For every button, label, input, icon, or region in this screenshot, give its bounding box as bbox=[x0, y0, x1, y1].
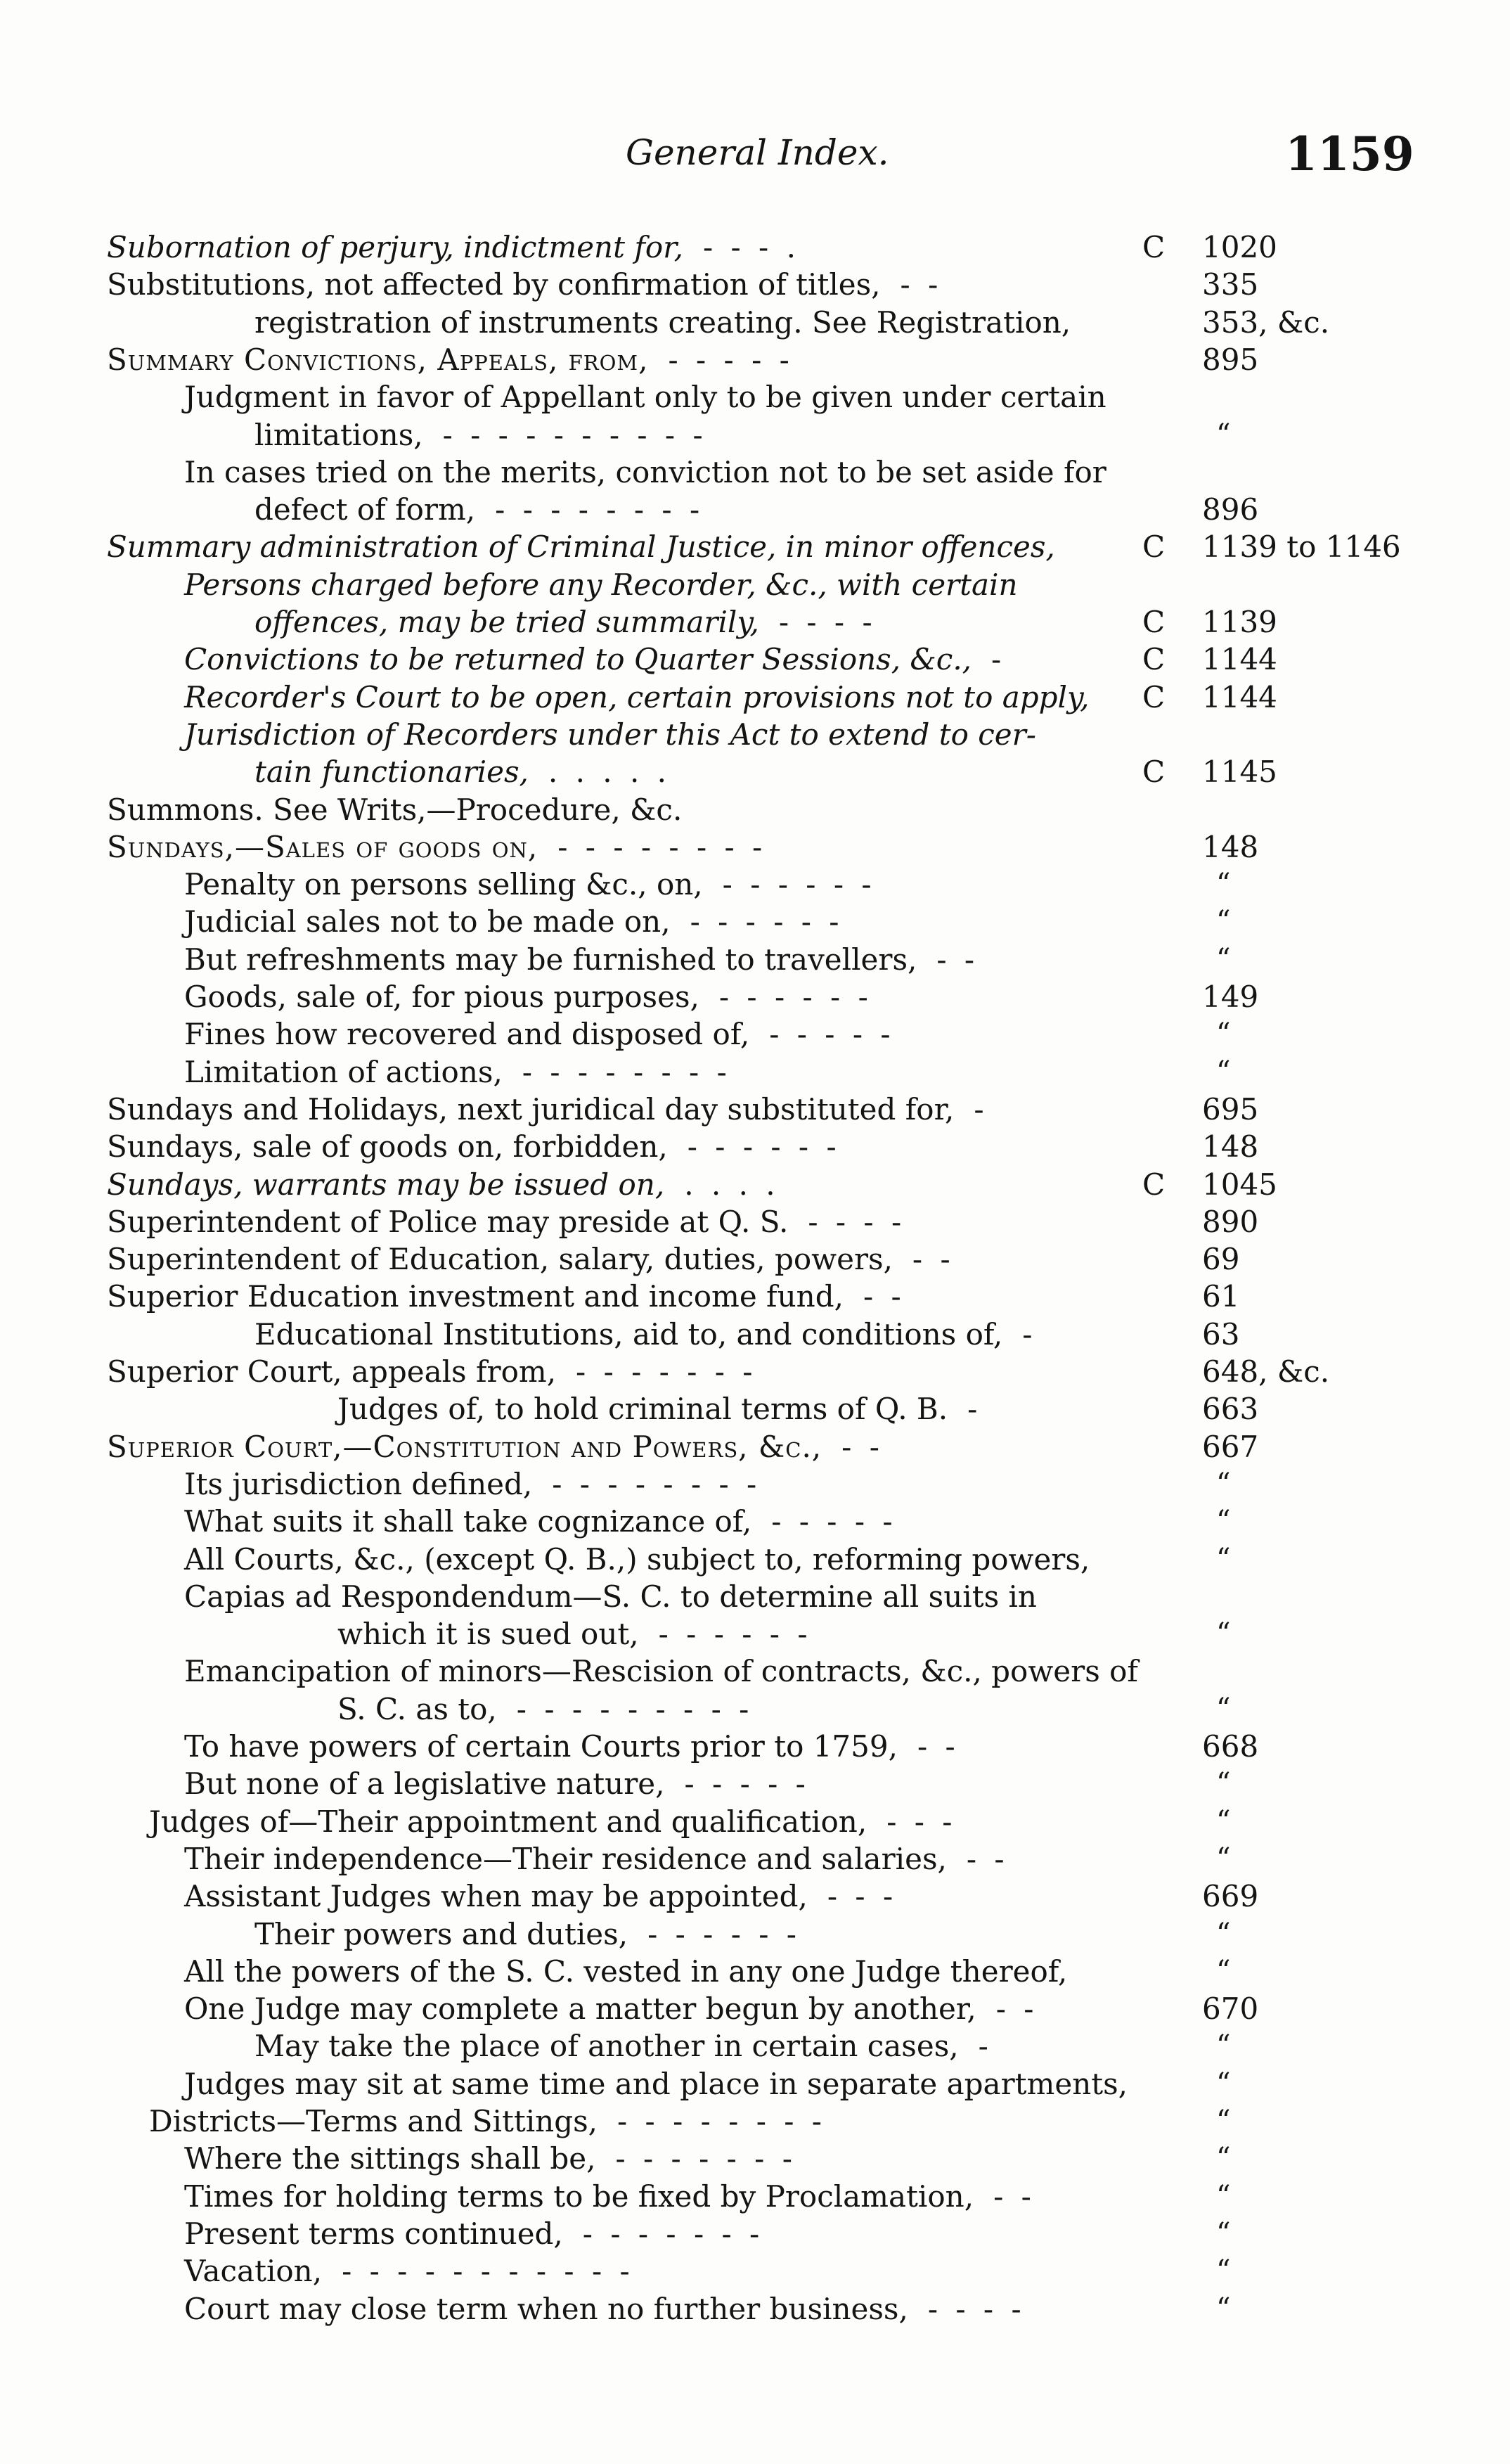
dot-leader: - bbox=[1022, 1316, 1037, 1352]
dot-leader: - - - - - - - - - - bbox=[442, 417, 707, 452]
page-reference: 896 bbox=[1202, 492, 1259, 527]
page-reference: 1145 bbox=[1202, 755, 1277, 790]
entry-text: Superior Court, appeals from, bbox=[107, 1354, 557, 1389]
index-entry bbox=[0, 2178, 1510, 2215]
page-reference: 353, &c. bbox=[1202, 304, 1330, 340]
dot-leader: - - bbox=[993, 2179, 1035, 2214]
index-entry bbox=[0, 1916, 1510, 1953]
page-reference: 148 bbox=[1202, 1129, 1259, 1164]
entry-text: Limitation of actions, bbox=[184, 1054, 503, 1089]
page-reference: 890 bbox=[1202, 1204, 1259, 1239]
entry-text: In cases tried on the merits, conviction not to be set aside for bbox=[184, 454, 1106, 489]
dot-leader: - - - - - - bbox=[722, 867, 876, 902]
index-entry bbox=[0, 1690, 1510, 1728]
index-entry bbox=[0, 1203, 1510, 1240]
index-entry bbox=[0, 454, 1510, 491]
dot-leader: - bbox=[967, 1392, 982, 1427]
page-reference: 1139 bbox=[1202, 605, 1277, 639]
page-reference: “ bbox=[1216, 2142, 1231, 2175]
dot-leader: - - - - - - bbox=[687, 1129, 841, 1164]
page-reference: 1020 bbox=[1202, 230, 1277, 264]
entry-text: What suits it shall take cognizance of, bbox=[184, 1504, 752, 1539]
dot-leader: - - - - bbox=[778, 605, 877, 639]
index-entry bbox=[0, 1578, 1510, 1615]
dot-leader: - - bbox=[917, 1729, 960, 1764]
page-reference: “ bbox=[1216, 1055, 1231, 1088]
page-reference: 61 bbox=[1202, 1279, 1240, 1314]
entry-text: To have powers of certain Courts prior to 1759, bbox=[184, 1729, 898, 1764]
page-reference: “ bbox=[1216, 1842, 1231, 1875]
dot-leader: - - bbox=[841, 1429, 884, 1464]
index-entry bbox=[0, 603, 1510, 641]
entry-text: Emancipation of minors—Rescision of contracts, &c., powers of bbox=[184, 1654, 1138, 1689]
entry-text: Its jurisdiction defined, bbox=[184, 1466, 533, 1501]
page-reference: 669 bbox=[1202, 1879, 1259, 1914]
dot-leader: - - - - - bbox=[769, 1017, 895, 1052]
entry-text: Times for holding terms to be fixed by Proclamation, bbox=[184, 2179, 974, 2214]
page-reference: “ bbox=[1216, 942, 1231, 975]
dot-leader: - - - - - - - - bbox=[617, 2104, 826, 2138]
index-entry bbox=[0, 941, 1510, 978]
dot-leader: - - - - - - bbox=[647, 1916, 801, 1951]
entry-text: Penalty on persons selling &c., on, bbox=[184, 867, 703, 902]
page-reference: “ bbox=[1216, 2105, 1231, 2137]
entry-text: Court may close term when no further business, bbox=[184, 2291, 908, 2326]
entry-text: Districts—Terms and Sittings, bbox=[149, 2104, 598, 2138]
index-entry bbox=[0, 716, 1510, 753]
index-entry bbox=[0, 1316, 1510, 1353]
index-entry bbox=[0, 1353, 1510, 1390]
index-entry bbox=[0, 1503, 1510, 1540]
index-entry bbox=[0, 753, 1510, 790]
entry-text: S. C. as to, bbox=[337, 1691, 497, 1726]
dot-leader: - - bbox=[912, 1242, 955, 1277]
index-entry bbox=[0, 1653, 1510, 1690]
dot-leader: - - - - - - - - - - - bbox=[342, 2254, 634, 2289]
page-reference: 648, &c. bbox=[1202, 1354, 1330, 1389]
entry-text: Assistant Judges when may be appointed, bbox=[184, 1879, 808, 1914]
page-reference: “ bbox=[1216, 2292, 1231, 2325]
index-entry bbox=[0, 2290, 1510, 2328]
index-entry bbox=[0, 1091, 1510, 1128]
entry-text: But refreshments may be furnished to travellers, bbox=[184, 942, 917, 977]
entry-text: All Courts, &c., (except Q. B.,) subject to, reforming powers, bbox=[184, 1541, 1090, 1577]
page-reference: 335 bbox=[1202, 267, 1259, 302]
entry-text: All the powers of the S. C. vested in any one Judge thereof, bbox=[184, 1953, 1068, 1989]
index-entry bbox=[0, 2215, 1510, 2252]
entry-text: registration of instruments creating. See Registration, bbox=[254, 304, 1071, 340]
page-reference: 895 bbox=[1202, 342, 1259, 377]
dot-leader: - bbox=[978, 2029, 993, 2064]
page-reference: “ bbox=[1216, 418, 1231, 451]
entry-text: Substitutions, not affected by confirmation of titles, bbox=[107, 267, 881, 302]
entry-text: offences, may be tried summarily, bbox=[254, 605, 759, 639]
entry-text: Sundays, sale of goods on, forbidden, bbox=[107, 1129, 668, 1164]
entry-text: But none of a legislative nature, bbox=[184, 1766, 665, 1802]
dot-leader: - - - - - - - - - bbox=[516, 1691, 754, 1726]
entry-text: May take the place of another in certain cases, bbox=[254, 2029, 959, 2064]
dot-leader: . . . . bbox=[684, 1167, 780, 1202]
index-entry bbox=[0, 1878, 1510, 1915]
dot-leader: - - - bbox=[886, 1804, 957, 1839]
page-reference: 667 bbox=[1202, 1429, 1259, 1464]
dot-leader: - - - - bbox=[927, 2291, 1026, 2326]
entry-text: Superintendent of Education, salary, duties, powers, bbox=[107, 1242, 893, 1277]
page-header bbox=[0, 127, 1510, 188]
page-reference: “ bbox=[1216, 1505, 1231, 1538]
volume-marker: C bbox=[1142, 605, 1166, 639]
entry-text: Where the sittings shall be, bbox=[184, 2141, 596, 2176]
page-reference: “ bbox=[1216, 1767, 1231, 1800]
index-entry bbox=[0, 1840, 1510, 1878]
entry-text: Jurisdiction of Recorders under this Act to extend to cer- bbox=[184, 717, 1036, 752]
index-entry bbox=[0, 2065, 1510, 2103]
dot-leader: - - bbox=[863, 1279, 905, 1314]
page-reference: 670 bbox=[1202, 1991, 1259, 2027]
page-reference: 1144 bbox=[1202, 642, 1277, 677]
entry-text: Their powers and duties, bbox=[254, 1916, 628, 1951]
entry-text: Educational Institutions, aid to, and conditions of, bbox=[254, 1316, 1003, 1352]
entry-text: tain functionaries, bbox=[254, 755, 529, 790]
dot-leader: - bbox=[991, 642, 1006, 677]
index-entry bbox=[0, 1428, 1510, 1465]
entry-text: One Judge may complete a matter begun by another, bbox=[184, 1991, 976, 2027]
index-entry bbox=[0, 641, 1510, 678]
page-reference: “ bbox=[1216, 868, 1231, 901]
entry-text: Superintendent of Police may preside at Q. S. bbox=[107, 1204, 789, 1239]
dot-leader: . . . . . bbox=[548, 755, 671, 790]
page-reference: “ bbox=[1216, 1692, 1231, 1725]
entry-text: Summary Convictions, Appeals, from, bbox=[107, 342, 649, 377]
page-reference: “ bbox=[1216, 1617, 1231, 1650]
entry-text: Persons charged before any Recorder, &c., with certain bbox=[184, 567, 1018, 602]
entry-text: Sundays, warrants may be issued on, bbox=[107, 1167, 665, 1202]
dot-leader: - bbox=[974, 1091, 988, 1127]
index-entry bbox=[0, 1166, 1510, 1203]
page-reference: 1045 bbox=[1202, 1167, 1277, 1202]
page-reference: 148 bbox=[1202, 829, 1259, 864]
page-reference: “ bbox=[1216, 1467, 1231, 1500]
index-entry bbox=[0, 1053, 1510, 1091]
dot-leader: - - bbox=[966, 1841, 1009, 1876]
dot-leader: - - - - - - bbox=[658, 1617, 812, 1652]
index-entry bbox=[0, 791, 1510, 828]
index-entry bbox=[0, 866, 1510, 903]
index-entry bbox=[0, 1728, 1510, 1765]
page-reference: “ bbox=[1216, 2216, 1231, 2250]
dot-leader: - - - - - - - - bbox=[552, 1466, 761, 1501]
entry-text: Judgment in favor of Appellant only to be given under certain bbox=[184, 380, 1106, 415]
entry-text: Fines how recovered and disposed of, bbox=[184, 1017, 750, 1052]
index-entry bbox=[0, 304, 1510, 341]
index-entry bbox=[0, 1803, 1510, 1840]
index-entry bbox=[0, 416, 1510, 454]
page-reference: “ bbox=[1216, 1542, 1231, 1575]
dot-leader: - - - - - - bbox=[690, 904, 844, 939]
dot-leader: - - - - - - - bbox=[615, 2141, 796, 2176]
entry-text: Summary administration of Criminal Justice, in minor offences, bbox=[107, 530, 1055, 565]
dot-leader: - - - - bbox=[808, 1204, 906, 1239]
entry-text: Vacation, bbox=[184, 2254, 323, 2289]
entry-text: Superior Court,—Constitution and Powers, &c., bbox=[107, 1429, 822, 1464]
page-reference: “ bbox=[1216, 2067, 1231, 2100]
index-entry bbox=[0, 1541, 1510, 1578]
page-reference: “ bbox=[1216, 1954, 1231, 1987]
volume-marker: C bbox=[1142, 755, 1166, 790]
entry-text: Convictions to be returned to Quarter Sessions, &c., bbox=[184, 642, 972, 677]
entry-text: which it is sued out, bbox=[337, 1617, 639, 1652]
entry-text: Summons. See Writs,—Procedure, &c. bbox=[107, 792, 683, 827]
page-reference: 668 bbox=[1202, 1729, 1259, 1764]
dot-leader: - - - - - bbox=[668, 342, 794, 377]
page-reference: 63 bbox=[1202, 1316, 1240, 1352]
page-reference: “ bbox=[1216, 905, 1231, 938]
dot-leader: - - - . bbox=[702, 230, 800, 264]
index-entry bbox=[0, 266, 1510, 303]
page-reference: “ bbox=[1216, 2179, 1231, 2212]
page-reference: “ bbox=[1216, 1018, 1231, 1051]
volume-marker: C bbox=[1142, 530, 1166, 565]
volume-marker: C bbox=[1142, 1167, 1166, 1202]
index-entry bbox=[0, 2027, 1510, 2065]
page-reference: 1139 to 1146 bbox=[1202, 530, 1401, 565]
volume-marker: C bbox=[1142, 642, 1166, 677]
entry-text: Judges may sit at same time and place in separate apartments, bbox=[184, 2066, 1128, 2101]
entry-text: Judicial sales not to be made on, bbox=[184, 904, 671, 939]
index-entry bbox=[0, 1465, 1510, 1503]
index-entry bbox=[0, 1128, 1510, 1165]
page-reference: “ bbox=[1216, 2029, 1231, 2062]
dot-leader: - - - - - - - - bbox=[522, 1054, 731, 1089]
index-entry bbox=[0, 1278, 1510, 1315]
entry-text: defect of form, bbox=[254, 492, 476, 527]
dot-leader: - - - - - - - bbox=[576, 1354, 757, 1389]
index-entry bbox=[0, 2252, 1510, 2290]
index-entry bbox=[0, 491, 1510, 528]
entry-text: Goods, sale of, for pious purposes, bbox=[184, 980, 699, 1014]
index-entry bbox=[0, 1953, 1510, 1990]
entry-text: Subornation of perjury, indictment for, bbox=[107, 230, 683, 264]
page-reference: “ bbox=[1216, 1804, 1231, 1837]
dot-leader: - - bbox=[995, 1991, 1038, 2027]
running-title: General Index. bbox=[626, 132, 889, 173]
page-reference: 663 bbox=[1202, 1392, 1259, 1427]
dot-leader: - - - - - - bbox=[718, 980, 872, 1014]
index-entry bbox=[0, 1015, 1510, 1053]
index-entry bbox=[0, 378, 1510, 416]
entry-text: Superior Education investment and income fund, bbox=[107, 1279, 844, 1314]
page-reference: 1144 bbox=[1202, 679, 1277, 714]
index-entry bbox=[0, 2140, 1510, 2177]
index-entry bbox=[0, 2103, 1510, 2140]
index-entry bbox=[0, 828, 1510, 866]
entry-text: Capias ad Respondendum—S. C. to determine all suits in bbox=[184, 1579, 1037, 1614]
dot-leader: - - - bbox=[827, 1879, 898, 1914]
dot-leader: - - - - - - - - bbox=[495, 492, 704, 527]
index-entry bbox=[0, 341, 1510, 378]
index-entry bbox=[0, 1240, 1510, 1278]
entry-text: Sundays,—Sales of goods on, bbox=[107, 829, 538, 864]
index-entry bbox=[0, 1390, 1510, 1427]
index-entry bbox=[0, 528, 1510, 565]
index-entry bbox=[0, 1990, 1510, 2027]
index-entry bbox=[0, 1615, 1510, 1653]
dot-leader: - - bbox=[900, 267, 943, 302]
dot-leader: - - - - - bbox=[771, 1504, 897, 1539]
entry-text: Judges of—Their appointment and qualification, bbox=[149, 1804, 867, 1839]
volume-marker: C bbox=[1142, 679, 1166, 714]
index-entry bbox=[0, 229, 1510, 266]
index-entry bbox=[0, 566, 1510, 603]
dot-leader: - - - - - bbox=[684, 1766, 810, 1802]
page-reference: “ bbox=[1216, 2254, 1231, 2287]
page-reference: 695 bbox=[1202, 1091, 1259, 1127]
page-reference: 149 bbox=[1202, 980, 1259, 1014]
dot-leader: - - - - - - - bbox=[582, 2216, 764, 2251]
index-entry bbox=[0, 1765, 1510, 1802]
index-entry bbox=[0, 679, 1510, 716]
page-number: 1159 bbox=[1285, 127, 1414, 181]
entry-text: Sundays and Holidays, next juridical day substituted for, bbox=[107, 1091, 955, 1127]
index-entry bbox=[0, 978, 1510, 1015]
volume-marker: C bbox=[1142, 230, 1166, 264]
page-reference: 69 bbox=[1202, 1242, 1240, 1277]
dot-leader: - - - - - - - - bbox=[557, 829, 767, 864]
entry-text: Their independence—Their residence and salaries, bbox=[184, 1841, 947, 1876]
entry-text: limitations, bbox=[254, 417, 423, 452]
entry-text: Judges of, to hold criminal terms of Q. B. bbox=[337, 1392, 948, 1427]
index-entry bbox=[0, 903, 1510, 940]
page-reference: “ bbox=[1216, 1917, 1231, 1950]
entry-text: Recorder's Court to be open, certain provisions not to apply, bbox=[184, 679, 1090, 714]
dot-leader: - - bbox=[936, 942, 979, 977]
entry-text: Present terms continued, bbox=[184, 2216, 563, 2251]
